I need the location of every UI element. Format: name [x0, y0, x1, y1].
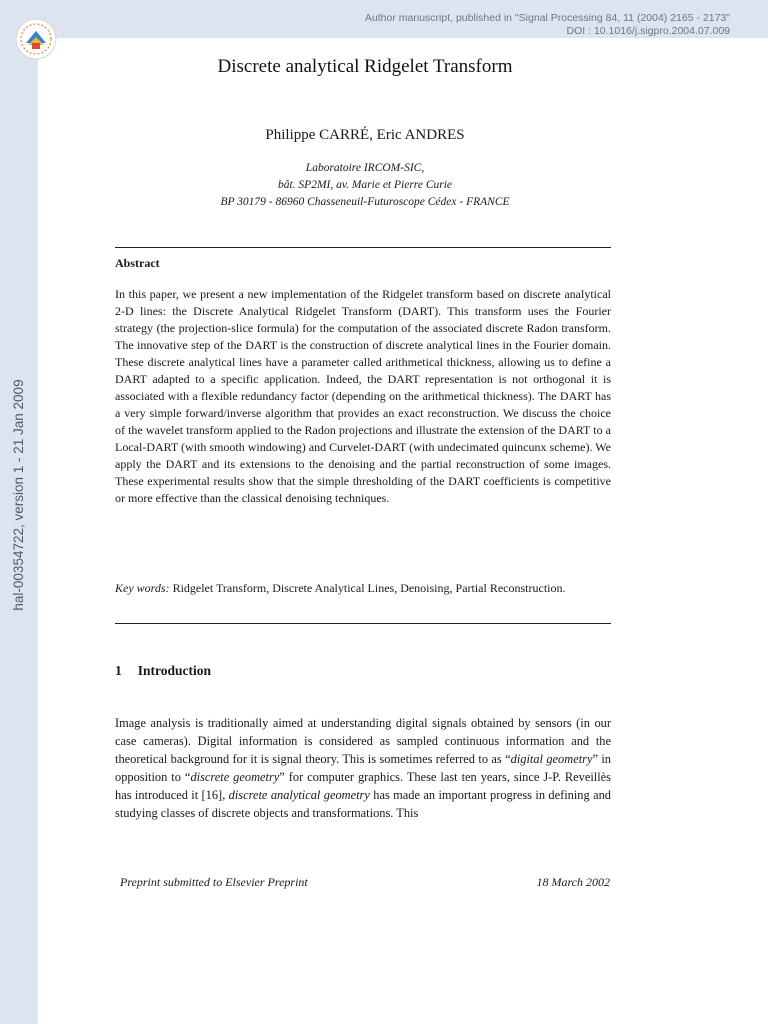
section-heading-introduction: [115, 663, 211, 679]
footer-date: 18 March 2002: [536, 875, 610, 889]
abstract-body: In this paper, we present a new implementation of the Ridgelet transform based on discrete analytical 2-D lines: the Discrete Analytical Ridgelet Transform (DART). This transform uses the Fourier strategy (the projection-slice formula) for the computation of the associated discrete Radon transform. The innovative step of the DART is the construction of discrete analytical lines in the Fourier domain. These discrete analytical lines have a parameter called arithmetical thickness, allowing us to define a DART adapted to a specific application. Indeed, the DART representation is not orthogonal it is associated with a flexible redundancy factor (depending on the arithmetical thickness). The DART has a very simple forward/inverse algorithm that provides an exact reconstruction. We discuss the choice of the wavelet transform applied to the Radon projections and illustrate the extension of the DART to a Local-DART (with smooth windowing) and Curvelet-DART (with undecimated quincunx scheme). We apply the DART and its extensions to the denoising and the partial reconstruction of some images. These experimental results show that the simple thresholding of the DART coefficients is competitive or more effective than the classical denoising techniques.: [115, 287, 611, 505]
manuscript-publication-line: Author manuscript, published in "Signal Processing 84, 11 (2004) 2165 - 2173": [364, 12, 730, 24]
section-title: Introduction: [137, 663, 212, 678]
affiliation-line-3: BP 30179 - 86960 Chasseneuil-Futuroscope Cédex - FRANCE: [220, 196, 510, 208]
affiliation-line-2: bât. SP2MI, av. Marie et Pierre Curie: [277, 179, 453, 191]
abstract-top-rule: [115, 247, 611, 248]
intro-text-part-3: ” for computer graphics. These last ten years, since J-P. Reveillès has introduced it [16],: [115, 770, 612, 802]
intro-text-part-2: ” in opposition to “: [115, 752, 611, 784]
keywords-text: Ridgelet Transform, Discrete Analytical Lines, Denoising, Partial Reconstruction.: [172, 581, 566, 595]
affiliation: [115, 160, 615, 211]
introduction-paragraph: [115, 714, 611, 822]
intro-emphasis-discrete-geometry: discrete geometry: [190, 770, 280, 784]
paper-title: Discrete analytical Ridgelet Transform: [217, 56, 513, 77]
footer-preprint-note: Preprint submitted to Elsevier Preprint: [120, 875, 308, 889]
abstract-bottom-rule: [115, 623, 611, 624]
intro-emphasis-digital-geometry: digital geometry: [510, 752, 593, 766]
section-number: 1: [115, 663, 122, 678]
hal-archive-logo-icon: [14, 17, 58, 61]
paper-authors: Philippe CARRÉ, Eric ANDRES: [265, 127, 465, 143]
manuscript-doi-line: DOI : 10.1016/j.sigpro.2004.07.009: [566, 24, 730, 37]
keywords-label: Key words:: [115, 581, 170, 595]
manuscript-info: [230, 12, 730, 37]
keywords: [115, 580, 611, 597]
intro-text-part-4: has made an important progress in defining and studying classes of discrete objects and transformations. This: [115, 788, 611, 820]
intro-text-part-1: Image analysis is traditionally aimed at understanding digital signals obtained by sensors (in our case cameras). Digital information is considered as sampled continuous information and the theoretical background for it is signal theory. This is sometimes referred to as “: [115, 716, 611, 766]
hal-identifier-vertical: hal-00354722, version 1 - 21 Jan 2009: [11, 379, 26, 611]
abstract-heading: Abstract: [115, 256, 160, 270]
intro-emphasis-discrete-analytical-geometry: discrete analytical geometry: [228, 788, 370, 802]
affiliation-line-1: Laboratoire IRCOM-SIC,: [305, 162, 425, 174]
